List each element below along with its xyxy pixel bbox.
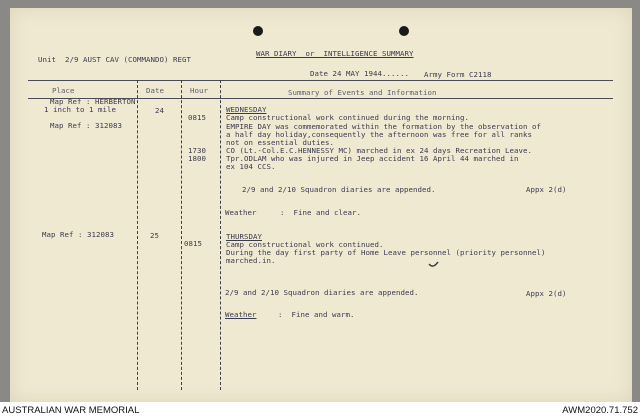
entry-line: During the day first party of Home Leave personnel (priority personnel) — [226, 248, 546, 257]
entry-line: Camp constructional work continued. — [226, 240, 384, 249]
entry-day: WEDNESDAY — [226, 105, 267, 114]
column-header-date: Date — [146, 86, 164, 95]
pencil-tick-mark — [428, 260, 440, 270]
entry-day: THURSDAY — [226, 232, 262, 241]
weather-text: : Fine and warm. — [278, 310, 355, 319]
entry-date: 25 — [150, 231, 159, 240]
entry-line: marched.in. — [226, 256, 276, 265]
archive-id: AWM2020.71.752 — [562, 404, 638, 416]
weather-label: Weather — [225, 310, 257, 319]
squadron-note: 2/9 and 2/10 Squadron diaries are appended. — [242, 185, 436, 194]
column-header-hour: Hour — [190, 86, 208, 95]
diary-title: WAR DIARY or INTELLIGENCE SUMMARY — [256, 49, 414, 58]
entry-line: a half day holiday,consequently the afternoon was free for all ranks — [226, 130, 532, 139]
column-divider — [220, 80, 221, 390]
entry-date: 24 — [155, 106, 164, 115]
diary-sheet — [10, 8, 632, 402]
entry-line: Camp constructional work continued during the morning. — [226, 113, 469, 122]
entry-hour: 0815 — [188, 113, 206, 122]
entry-hour: 0815 — [184, 239, 202, 248]
map-scale: 1 inch to 1 mile — [44, 105, 116, 114]
column-divider — [181, 80, 182, 390]
form-number: Army Form C2118 — [424, 70, 492, 79]
appendix-ref: Appx 2(d) — [526, 289, 567, 298]
unit-line: Unit 2/9 AUST CAV (COMMANDO) REGT — [38, 55, 191, 64]
appendix-ref: Appx 2(d) — [526, 185, 567, 194]
entry-line: CO (Lt.-Col.E.C.HENNESSY MC) marched in ex 24 days Recreation Leave. — [226, 146, 532, 155]
column-header-place: Place — [52, 86, 75, 95]
punch-hole — [399, 26, 409, 36]
map-reference: Map Ref : HERBERTON — [50, 97, 136, 106]
squadron-note: 2/9 and 2/10 Squadron diaries are appended. — [225, 288, 419, 297]
map-reference: Map Ref : 312083 — [50, 121, 122, 130]
entry-hour: 1730 — [188, 146, 206, 155]
table-top-rule — [28, 80, 613, 81]
date-line: Date 24 MAY 1944...... — [310, 69, 409, 78]
column-header-summary: Summary of Events and Information — [288, 88, 437, 97]
entry-line: Tpr.ODLAM who was injured in Jeep accident 16 April 44 marched in — [226, 154, 519, 163]
entry-hour: 1800 — [188, 154, 206, 163]
map-reference: Map Ref : 312083 — [42, 230, 114, 239]
entry-line: ex 104 CCS. — [226, 162, 276, 171]
archive-name: AUSTRALIAN WAR MEMORIAL — [2, 404, 140, 416]
punch-hole — [253, 26, 263, 36]
column-divider — [137, 80, 138, 390]
entry-line: EMPIRE DAY was commemorated within the formation by the observation of — [226, 122, 541, 131]
weather-label: Weather — [225, 208, 257, 217]
weather-text: : Fine and clear. — [280, 208, 361, 217]
entry-line: not on essential duties. — [226, 138, 334, 147]
archive-footer — [0, 402, 640, 418]
